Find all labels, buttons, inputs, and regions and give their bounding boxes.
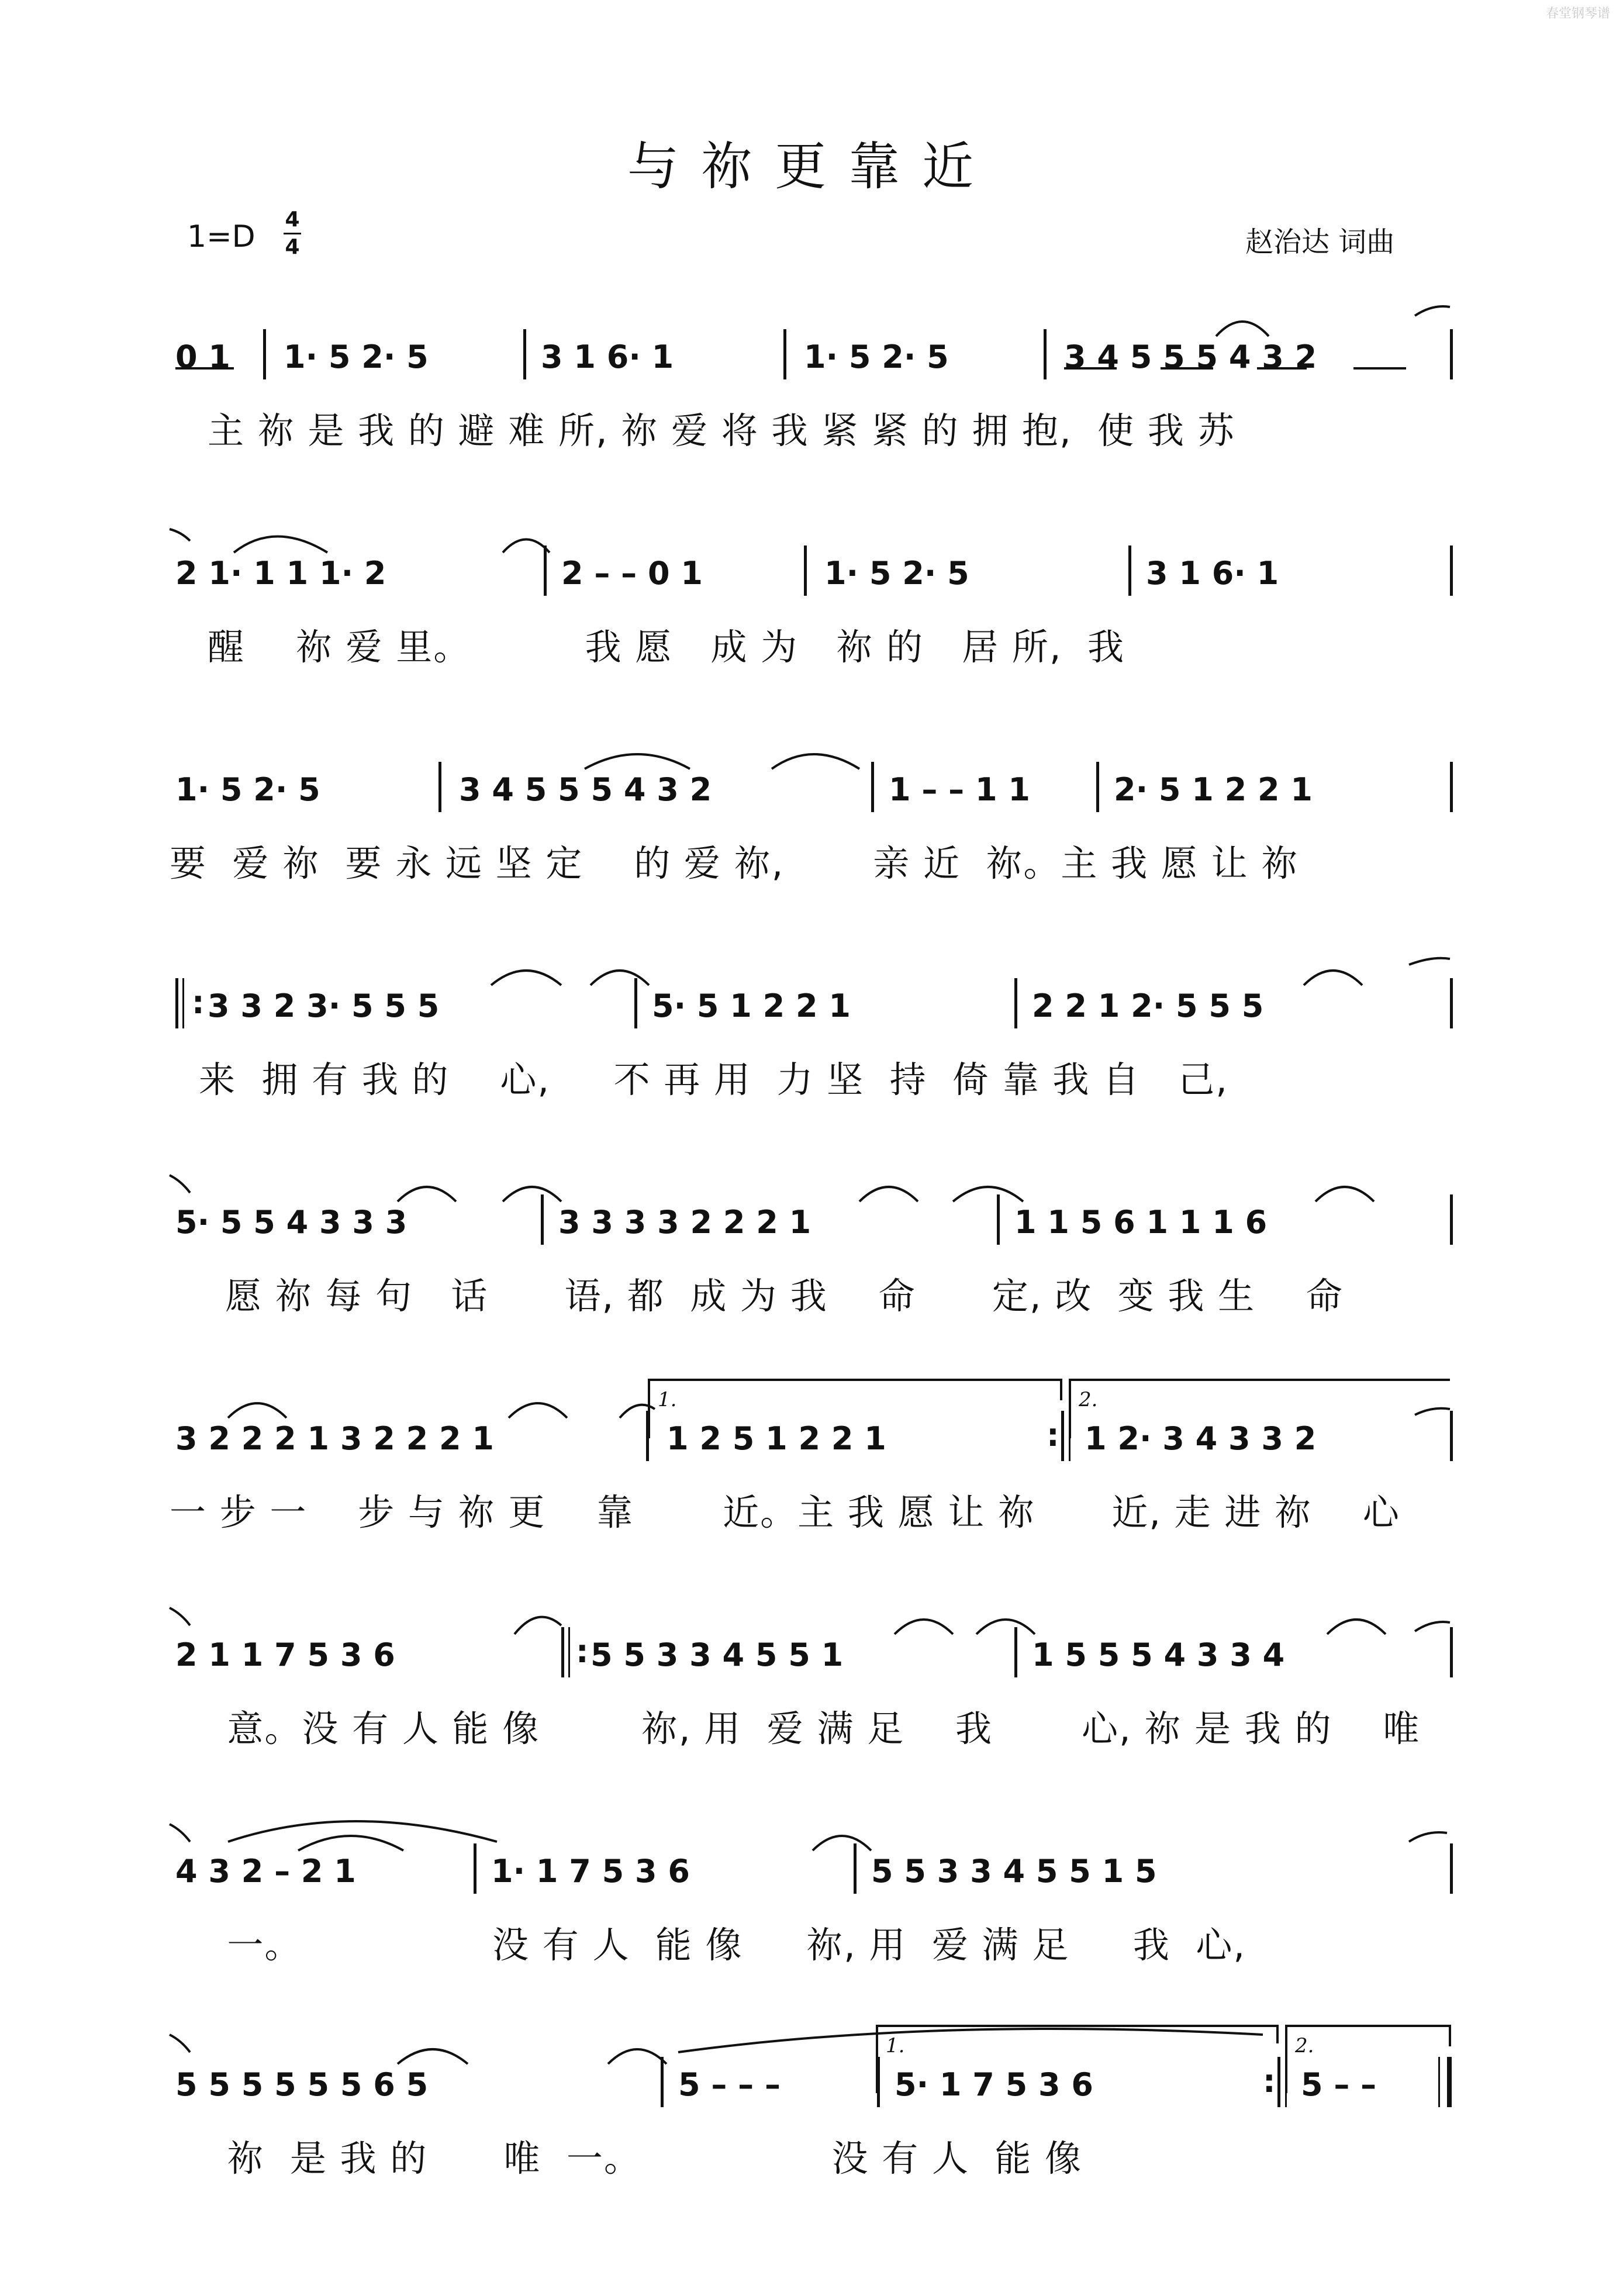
bar-line <box>1450 1627 1453 1677</box>
meter-line <box>284 233 301 234</box>
key-signature: 1=D <box>187 219 255 254</box>
measure-2: 5· 5 1 2 2 1 <box>652 988 851 1024</box>
bar-line <box>646 1411 649 1461</box>
bar-line <box>438 762 441 812</box>
repeat-end-bar <box>1277 2057 1280 2107</box>
slur <box>678 2029 1263 2052</box>
final-bar-thin <box>1438 2057 1440 2107</box>
lyric-text: 来 拥 有 我 的 心, 不 再 用 力 坚 持 倚 靠 我 自 己, <box>199 1058 1228 1101</box>
measure-3-second-ending: 1 2· 3 4 3 3 2 <box>1085 1420 1317 1457</box>
measure-3: 2 2 1 2· 5 5 5 <box>1032 988 1264 1024</box>
measure-2: 5 – – – <box>678 2066 781 2103</box>
measure-4-second-ending: 5 – – <box>1301 2066 1377 2103</box>
lyrics-line <box>0 1267 1623 1317</box>
bar-line <box>1450 1411 1453 1461</box>
notes-row <box>0 1190 1623 1254</box>
lyrics-line <box>0 1916 1623 1966</box>
lyrics-line <box>0 618 1623 668</box>
lyrics-line <box>0 2129 1623 2180</box>
measure-1: 2 1 1 7 5 3 6 <box>175 1636 395 1673</box>
bar-line <box>661 2057 664 2107</box>
notes-row <box>0 2052 1623 2117</box>
volta-label: 2. <box>1295 2034 1314 2057</box>
lyric-text: 祢 是 我 的 唯 一。 没 有 人 能 像 <box>202 2137 1083 2180</box>
measure-1: 1· 5 2· 5 <box>175 771 320 808</box>
lyric-text: 愿 祢 每 句 话 语, 都 成 为 我 命 定, 改 变 我 生 命 <box>225 1275 1344 1317</box>
measure-1: 5· 5 5 4 3 3 3 <box>175 1204 408 1241</box>
measure-5: 3 4 5 5 5 4 3 2 <box>1064 339 1317 375</box>
measure-3: 1 1 5 6 1 1 1 6 <box>1014 1204 1268 1241</box>
repeat-start-bar <box>561 1627 564 1677</box>
bar-line <box>474 1843 476 1894</box>
bar-line <box>997 1194 1000 1245</box>
measure-3-first-ending: 5· 1 7 5 3 6 <box>895 2066 1093 2103</box>
volta-label: 2. <box>1079 1388 1098 1411</box>
song-title: 与祢更靠近 <box>627 136 996 196</box>
final-bar <box>1447 2057 1452 2107</box>
meter-top: 4 <box>285 208 300 232</box>
measure-2: 1· 5 2· 5 <box>284 339 429 375</box>
repeat-start-bar <box>175 978 178 1028</box>
bar-line <box>1450 545 1453 596</box>
repeat-end-bar <box>1061 1411 1064 1461</box>
repeat-dots: : <box>192 984 205 1021</box>
notes-row <box>0 757 1623 821</box>
slur <box>170 2035 190 2052</box>
bar-line <box>523 329 526 379</box>
measure-3: 1 5 5 5 4 3 3 4 <box>1032 1636 1285 1673</box>
lyric-text: 主 祢 是 我 的 避 难 所, 祢 爱 将 我 紧 紧 的 拥 抱, 使 我 苏 <box>208 409 1235 452</box>
lyrics-line <box>0 1700 1623 1750</box>
measure-4: 2· 5 1 2 2 1 <box>1114 771 1313 808</box>
notes-row <box>0 1839 1623 1903</box>
lyric-text: 要 爱 祢 要 永 远 坚 定 的 爱 祢, 亲 近 祢。主 我 愿 让 祢 <box>170 842 1299 885</box>
author-credit: 赵治达 词曲 <box>1245 226 1395 258</box>
bar-line <box>877 2057 880 2107</box>
slur <box>1409 958 1450 965</box>
lyrics-line <box>0 402 1623 452</box>
slur <box>1415 306 1450 316</box>
bar-line <box>1450 329 1453 379</box>
measure-2: 3 4 5 5 5 4 3 2 <box>459 771 712 808</box>
bar-line <box>1014 1627 1017 1677</box>
notes-row <box>0 541 1623 605</box>
measure-1: 5 5 5 5 5 5 6 5 <box>175 2066 429 2103</box>
slur <box>170 529 190 541</box>
time-signature <box>284 209 301 258</box>
bar-line <box>1450 1194 1453 1245</box>
measure-4: 3 1 6· 1 <box>1146 555 1279 592</box>
notes-row <box>0 973 1623 1038</box>
watermark: 春堂钢琴谱 <box>1545 6 1610 21</box>
measure-1: 3 2 2 2 1 3 2 2 2 1 <box>175 1420 494 1457</box>
bar-line <box>1450 762 1453 812</box>
bar-line <box>1044 329 1047 379</box>
measure-2-first-ending: 1 2 5 1 2 2 1 <box>667 1420 886 1457</box>
repeat-dots: : <box>1263 2063 1276 2100</box>
measure-2: 5 5 3 3 4 5 5 1 <box>591 1636 844 1673</box>
bar-line <box>1450 1843 1453 1894</box>
measure-4: 1· 5 2· 5 <box>804 339 949 375</box>
bar-line <box>871 762 874 812</box>
lyric-text: 一 步 一 步 与 祢 更 靠 近。主 我 愿 让 祢 近, 走 进 祢 心 <box>170 1491 1400 1534</box>
repeat-dots: : <box>576 1633 589 1670</box>
bar-line <box>804 545 807 596</box>
lyric-text: 意。没 有 人 能 像 祢, 用 爱 满 足 我 心, 祢 是 我 的 唯 <box>202 1707 1421 1750</box>
bar-line <box>263 329 266 379</box>
notes-row <box>0 1406 1623 1470</box>
volta-label: 1. <box>658 1388 677 1411</box>
bar-line <box>1096 762 1099 812</box>
measure-3: 5 5 3 3 4 5 5 1 5 <box>871 1853 1157 1890</box>
measure-1: 0 1 <box>175 339 230 375</box>
volta-label: 1. <box>886 2034 905 2057</box>
repeat-start-bar-thin <box>182 978 184 1028</box>
bar-line <box>1450 978 1453 1028</box>
bar-line <box>854 1843 857 1894</box>
lyric-text: 一。 没 有 人 能 像 祢, 用 爱 满 足 我 心, <box>202 1924 1246 1966</box>
measure-3: 1 – – 1 1 <box>889 771 1030 808</box>
lyrics-line <box>0 834 1623 885</box>
bar-line <box>634 978 637 1028</box>
lyrics-line <box>0 1483 1623 1534</box>
meter-bottom: 4 <box>285 235 300 259</box>
measure-2: 3 3 3 3 2 2 2 1 <box>558 1204 811 1241</box>
notes-row <box>0 1622 1623 1687</box>
notes-row <box>0 324 1623 389</box>
repeat-end-bar-thin <box>1069 1411 1071 1461</box>
bar-line <box>783 329 786 379</box>
lyrics-line <box>0 1051 1623 1101</box>
bar-line <box>1014 978 1017 1028</box>
bar-line <box>541 1194 544 1245</box>
measure-3: 3 1 6· 1 <box>541 339 674 375</box>
repeat-end-bar-thin <box>1285 2057 1287 2107</box>
repeat-dots: : <box>1047 1417 1059 1453</box>
measure-1: 3 3 2 3· 5 5 5 <box>208 988 440 1024</box>
repeat-start-bar-thin <box>568 1627 570 1677</box>
measure-2: 1· 1 7 5 3 6 <box>491 1853 690 1890</box>
measure-3: 1· 5 2· 5 <box>824 555 969 592</box>
bar-line <box>544 545 547 596</box>
lyric-text: 醒 祢 爱 里。 我 愿 成 为 祢 的 居 所, 我 <box>208 626 1125 668</box>
bar-line <box>1128 545 1131 596</box>
measure-2: 2 – – 0 1 <box>561 555 703 592</box>
measure-1: 2 1· 1 1 1· 2 <box>175 555 386 592</box>
measure-1: 4 3 2 – 2 1 <box>175 1853 356 1890</box>
